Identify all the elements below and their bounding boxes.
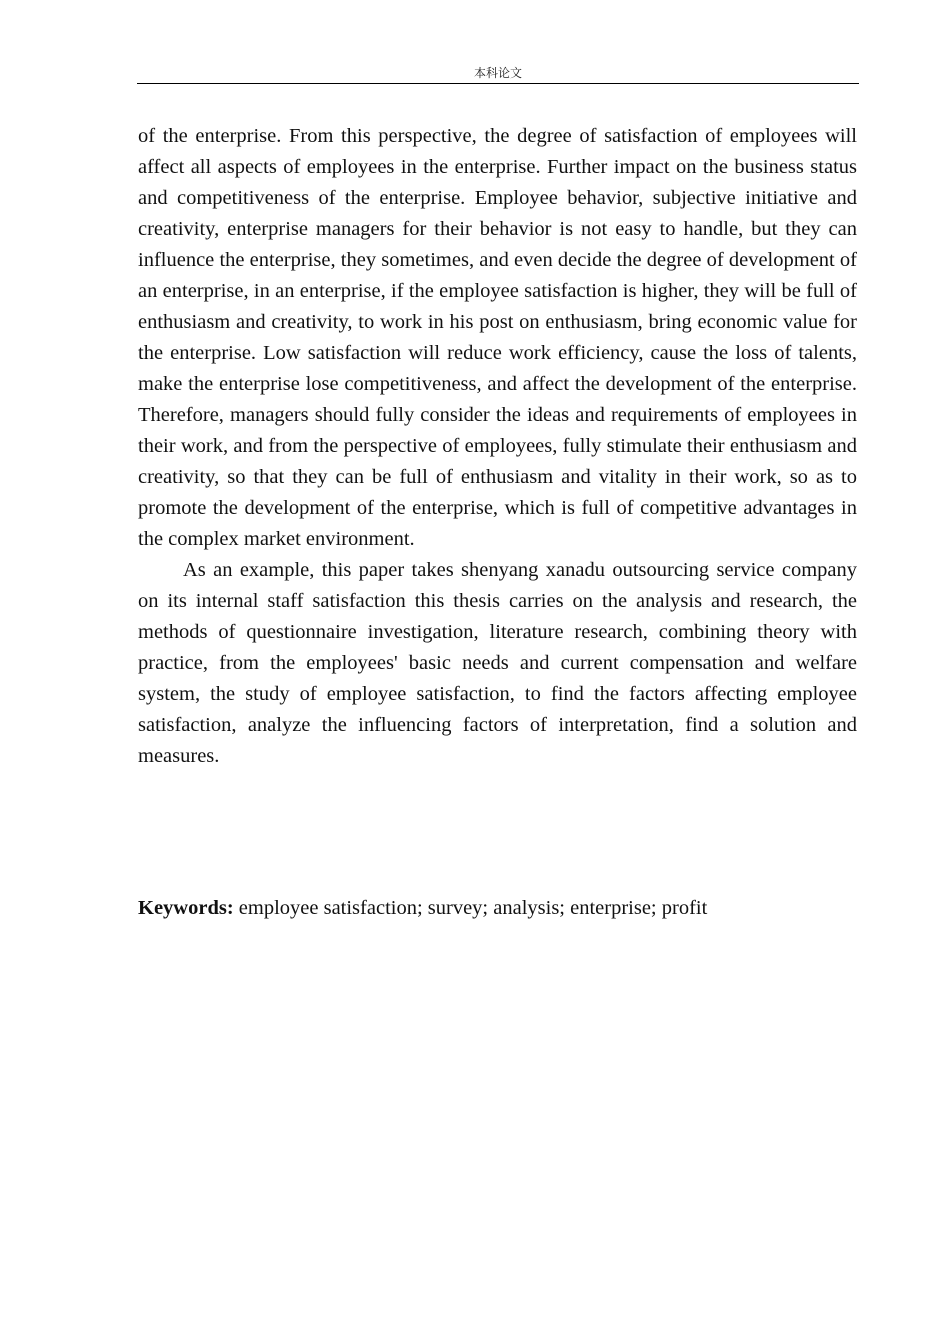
running-header: 本科论文 — [473, 66, 522, 80]
abstract-body — [138, 121, 857, 772]
keywords-label: Keywords: — [138, 897, 234, 919]
paragraph: As an example, this paper takes shenyang xanadu outsourcing service company on its internal staff satisfaction this thesis carries on the analysis and research, the methods of questionnaire investigation, literature research, combining theory with practice, from the employees' basic needs and current compensation and welfare system, the study of employee satisfaction, to find the factors affecting employee satisfaction, analyze the influencing factors of interpretation, find a solution and measures. — [138, 559, 857, 767]
paragraph-continuation: of the enterprise. From this perspective, the degree of satisfaction of employees will affect all aspects of employees in the enterprise. Further impact on the business status and competitiveness of the enterprise. Employee behavior, subjective initiative and creativity, enterprise managers for their behavior is not easy to handle, but they can influence the enterprise, they sometimes, and even decide the degree of development of an enterprise, in an enterprise, if the employee satisfaction is higher, they will be full of enthusiasm and creativity, to work in his post on enthusiasm, bring economic value for the enterprise. Low satisfaction will reduce work efficiency, cause the loss of talents, make the enterprise lose competitiveness, and affect the development of the enterprise. Therefore, managers should fully consider the ideas and requirements of employees in their work, and from the perspective of employees, fully stimulate their enthusiasm and creativity, so that they can be full of enthusiasm and vitality in their work, so as to promote the development of the enterprise, which is full of competitive advantages in the complex market environment. — [138, 125, 857, 550]
keywords-text: employee satisfaction; survey; analysis; enterprise; profit — [233, 897, 708, 919]
keywords-line — [138, 893, 857, 924]
header-divider — [137, 83, 859, 84]
